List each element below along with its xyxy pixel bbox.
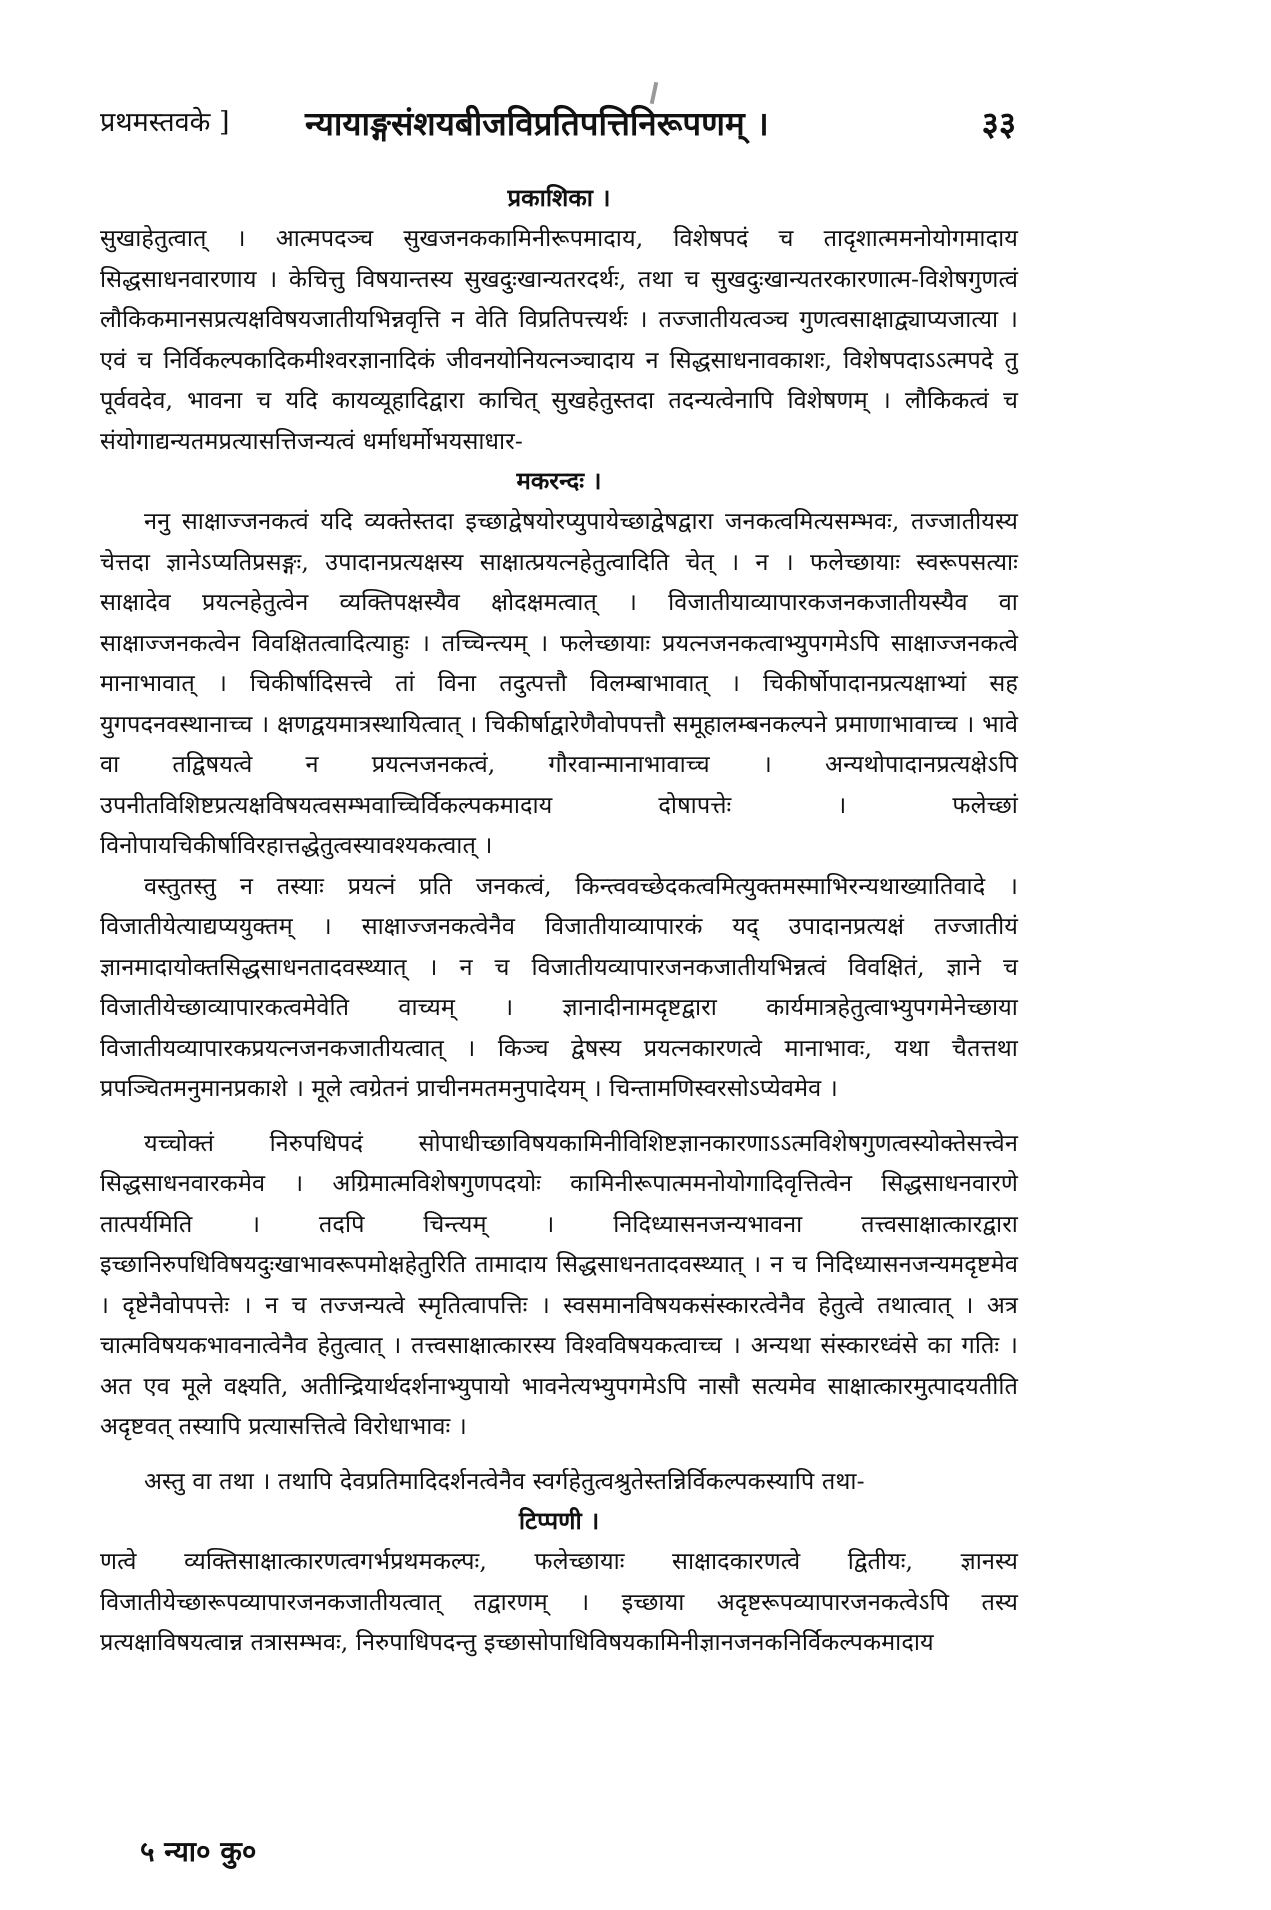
tippani-text: णत्वे व्यक्तिसाक्षात्कारणत्वगर्भप्रथमकल्पः, फलेच्छायाः साक्षादकारणत्वे द्वितीयः, ज्ञानस्य विजातीयेच्छारूपव्यापारजनकजातीयत्वात् तद्वारणम् । इच्छाया अदृष्टरूपव्यापारजनकत्वेऽपि तस्य प्रत्यक्षाविषयत्वान्न तत्रासम्भवः, निरुपाधिपदन्तु इच्छासोपाधिविषयकामिनीज्ञानजनकनिर्विकल्पकमादाय bbox=[100, 1547, 1018, 1656]
makaranda-paragraph-1: ननु साक्षाज्जनकत्वं यदि व्यक्तेस्तदा इच्छाद्वेषयोरप्युपायेच्छाद्वेषद्वारा जनकत्वमित्यसम्भवः, तज्जातीयस्य चेत्तदा ज्ञानेऽप्यतिप्रसङ्गः, उपादानप्रत्यक्षस्य साक्षात्प्रयत्नहेतुत्वादिति चेत् । न । फलेच्छायाः स्वरूपसत्याः साक्षादेव प्रयत्नहेतुत्वेन व्यक्तिपक्षस्यैव क्षोदक्षमत्वात् । विजातीयाव्यापारकजनकजातीयस्यैव वा साक्षाज्जनकत्वेन विवक्षितत्वादित्याहुः । तच्चिन्त्यम् । फलेच्छायाः प्रयत्नजनकत्वाभ्युपगमेऽपि साक्षाज्जनकत्वे मानाभावात् । चिकीर्षादिसत्त्वे तां विना तदुत्पत्तौ विलम्बाभावात् । चिकीर्षोपादानप्रत्यक्षाभ्यां सह युगपदनवस्थानाच्च । क्षणद्वयमात्रस्थायित्वात् । चिकीर्षाद्वारेणैवोपपत्तौ समूहालम्बनकल्पने प्रमाणाभावाच्च । भावे वा तद्विषयत्वे न प्रयत्नजनकत्वं, गौरवान्मानाभावाच्च । अन्यथोपादानप्रत्यक्षेऽपि उपनीतविशिष्टप्रत्यक्षविषयत्वसम्भवाच्चिर्विकल्पकमादाय दोषापत्तेः । फलेच्छां विनोपायचिकीर्षाविरहात्तद्धेतुत्वस्यावश्यकत्वात् । bbox=[100, 507, 1018, 859]
makaranda-paragraph-3: यच्चोक्तं निरुपधिपदं सोपाधीच्छाविषयकामिनीविशिष्टज्ञानकारणाऽऽत्मविशेषगुणत्वस्योक्तेसत्त्वेन सिद्धसाधनवारकमेव । अग्रिमात्मविशेषगुणपदयोः कामिनीरूपात्ममनोयोगादिवृत्तित्वेन सिद्धसाधनवारणे तात्पर्यमिति । तदपि चिन्त्यम् । निदिध्यासनजन्यभावना तत्त्वसाक्षात्कारद्वारा इच्छानिरुपधिविषयदुःखाभावरूपमोक्षहेतुरिति तामादाय सिद्धसाधनतादवस्थ्यात् । न च निदिध्यासनजन्यमदृष्टमेव । दृष्टेनैवोपपत्तेः । न च तज्जन्यत्वे स्मृतित्वापत्तिः । स्वसमानविषयकसंस्कारत्वेनैव हेतुत्वे तथात्वात् । अत्र चात्मविषयकभावनात्वेनैव हेतुत्वात् । तत्त्वसाक्षात्कारस्य विश्वविषयकत्वाच्च । अन्यथा संस्कारध्वंसे का गतिः । अत एव मूले वक्ष्यति, अतीन्द्रियार्थदर्शनाभ्युपायो भावनेत्यभ्युपगमेऽपि नासौ सत्यमेव साक्षात्कारमुत्पादयतीति अदृष्टवत् तस्यापि प्रत्यासत्तित्वे विरोधाभावः । bbox=[100, 1128, 1018, 1440]
running-header bbox=[0, 92, 1271, 148]
header-title: न्यायाङ्गसंशयबीजविप्रतिपत्तिनिरूपणम् । bbox=[305, 104, 769, 143]
makaranda-heading: मकरन्दः । bbox=[516, 466, 602, 495]
tippani-heading: टिप्पणी । bbox=[518, 1506, 600, 1535]
makaranda-paragraph-2: वस्तुतस्तु न तस्याः प्रयत्नं प्रति जनकत्वं, किन्त्ववच्छेदकत्वमित्युक्तमस्माभिरन्यथाख्यातिवादे । विजातीयेत्याद्यप्ययुक्तम् । साक्षाज्जनकत्वेनैव विजातीयाव्यापारकं यद् उपादानप्रत्यक्षं तज्जातीयं ज्ञानमादायोक्तसिद्धसाधनतादवस्थ्यात् । न च विजातीयव्यापारजनकजातीयभिन्नत्वं विवक्षितं, ज्ञाने च विजातीयेच्छाव्यापारकत्वमेवेति वाच्यम् । ज्ञानादीनामदृष्टद्वारा कार्यमात्रहेतुत्वाभ्युपगमेनेच्छाया विजातीयव्यापारकप्रयत्नजनकजातीयत्वात् । किञ्च द्वेषस्य प्रयत्नकारणत्वे मानाभावः, यथा चैतत्तथा प्रपञ्चितमनुमानप्रकाशे । मूले त्वग्रेतनं प्राचीनमतमनुपादेयम् । चिन्तामणिस्वरसोऽप्येवमेव । bbox=[100, 871, 1018, 1102]
page-body bbox=[100, 178, 1018, 1663]
makaranda-paragraph-4: अस्तु वा तथा । तथापि देवप्रतिमादिदर्शनत्वेनैव स्वर्गहेतुत्वश्रुतेस्तन्निर्विकल्पकस्यापि तथा- bbox=[144, 1466, 865, 1495]
header-section-label: प्रथमस्तवके ] bbox=[100, 107, 230, 138]
prakashika-text: सुखाहेतुत्वात् । आत्मपदञ्च सुखजनककामिनीरूपमादाय, विशेषपदं च तादृशात्ममनोयोगमादाय सिद्धसाधनवारणाय । केचित्तु विषयान्तस्य सुखदुःखान्यतरदर्थः, तथा च सुखदुःखान्यतरकारणात्म-विशेषगुणत्वं लौकिकमानसप्रत्यक्षविषयजातीयभिन्नवृत्ति न वेति विप्रतिपत्त्यर्थः । तज्जातीयत्वञ्च गुणत्वसाक्षाद्व्याप्यजात्या । एवं च निर्विकल्पकादिकमीश्वरज्ञानादिकं जीवनयोनियत्नञ्चादाय न सिद्धसाधनावकाशः, विशेषपदाऽऽत्मपदे तु पूर्ववदेव, भावना च यदि कायव्यूहादिद्वारा काचित् सुखहेतुस्तदा तदन्यत्वेनापि विशेषणम् । लौकिकत्वं च संयोगाद्यन्यतमप्रत्यासत्तिजन्यत्वं धर्माधर्मोभयसाधार- bbox=[100, 224, 1018, 455]
signature-mark: ५ न्या० कु० bbox=[140, 1835, 257, 1868]
page-number: ३३ bbox=[981, 104, 1016, 143]
prakashika-heading: प्रकाशिका । bbox=[507, 183, 611, 212]
